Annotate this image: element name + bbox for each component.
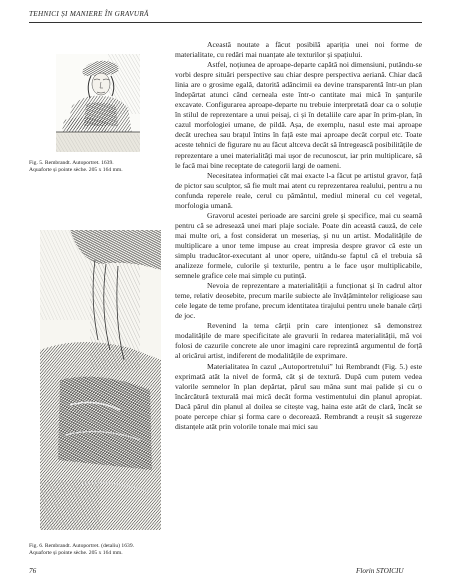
figure-5-etching [56,54,140,152]
figure-6-etching-detail [40,230,161,530]
paragraph: Necesitatea informației cât mai exacte l-a făcut pe artistul gravor, față de pictor sau sculptor, să fie mult mai atent cu reprezentarea realului, pentru a nu confunda reperele reale, cerul cu pământul, mediul mineral cu cel vegetal, morfologia umană. [175,170,422,210]
paragraph: Astfel, noțiunea de aproape-departe capătă noi dimensiuni, putându-se vorbi despre situări perspective sau chiar despre perspectiva aeriană. Chiar dacă linia are o grosime egală, datorită adâncimii ea devine transparentă într-un plan îndepărtat atunci când cerneala este într-o cantitate mai mică în șanțurile excavate. Configurarea aproape-departe nu trebuie interpretată doar ca o soluție în stilul de reprezentare a unui peisaj, ci și în detaliile care apar în prim-plan, în cazul morfologiei umane, de pildă. Așa, de exemplu, nasul este mai aproape decât urechea sau brațul întins în față este mai aproape decât corpul etc. Toate aceste tehnici de figurare nu au făcut altceva decât să întregească posibilitățile de reprezentare a unei materialități mai ușor de recunoscut, iar prin multiplicare, să le facă mai bine receptate de categorii largi de oameni. [175,60,422,170]
paragraph: Gravorul acestei perioade are sarcini grele și specifice, mai cu seamă pentru că se adresează unei mari plaje sociale. Poate din această cauză, de cele mai multe ori, a fost considerat un meseriaș, și nu un artist. Modalitățile de multiplicare a unor teme impuse au creat impresia despre gravor că este un simplu traducător-executant al unor opere, uitându-se faptul că el trebuia să analizeze formele, culorile și texturile, pentru a le face ușor multiplicabile, semnele grafice cele mai simple cu putință. [175,210,422,281]
page-number: 76 [29,567,37,575]
paragraph: Revenind la tema cărții prin care intenționez să demonstrez modalitățile de mare specificitate ale gravurii în redarea materialității, mă voi folosi de cazurile concrete ale unor imagini care reprezintă argumentul de forță al oricărui artist, indiferent de modalitățile de exprimare. [175,321,422,361]
main-text-column [175,40,422,432]
running-header: TEHNICI ȘI MANIERE ÎN GRAVURĂ [29,10,149,18]
paragraph: Această noutate a făcut posibilă apariția unei noi forme de materialitate, cu redări mai nuanțate ale texturilor și spațiului. [175,40,422,60]
paragraph: Nevoia de reprezentare a materialității a funcționat și în cadrul altor teme, relativ deosebite, precum marile subiecte ale învățămintelor religioase sau cele legate de teme profane, precum identitatea tirajului pentru unele banale cărți de joc. [175,281,422,321]
figure-5-caption: Fig. 5. Rembrandt. Autoportret. 1639. Aquaforte și pointe sèche. 205 x 164 mm. [29,160,123,174]
figure-6-caption: Fig. 6. Rembrandt. Autoportret. (detaliu) 1639. Aquaforte și pointe sèche. 205 x 164 mm. [29,543,135,557]
paragraph: Materialitatea în cazul „Autoportretului” lui Rembrandt (Fig. 5.) este exprimată atât la nivel de formă, cât și de textură. După cum putem vedea valorile semnelor în plan depărtat, părul sau mâna sunt mai palide și cu o încărcătură texturală mai mică decât forma vestimentului din planul apropiat. Dacă părul din planul al doilea se citește vag, haina este atât de clară, încât se poate percepe chiar și forma care o decorează. Rembrandt a reușit să sugereze distanțele atât prin volorile tonale mai mici sau [175,361,422,431]
header-rule [29,22,422,23]
author-name: Florin STOICIU [356,567,404,575]
